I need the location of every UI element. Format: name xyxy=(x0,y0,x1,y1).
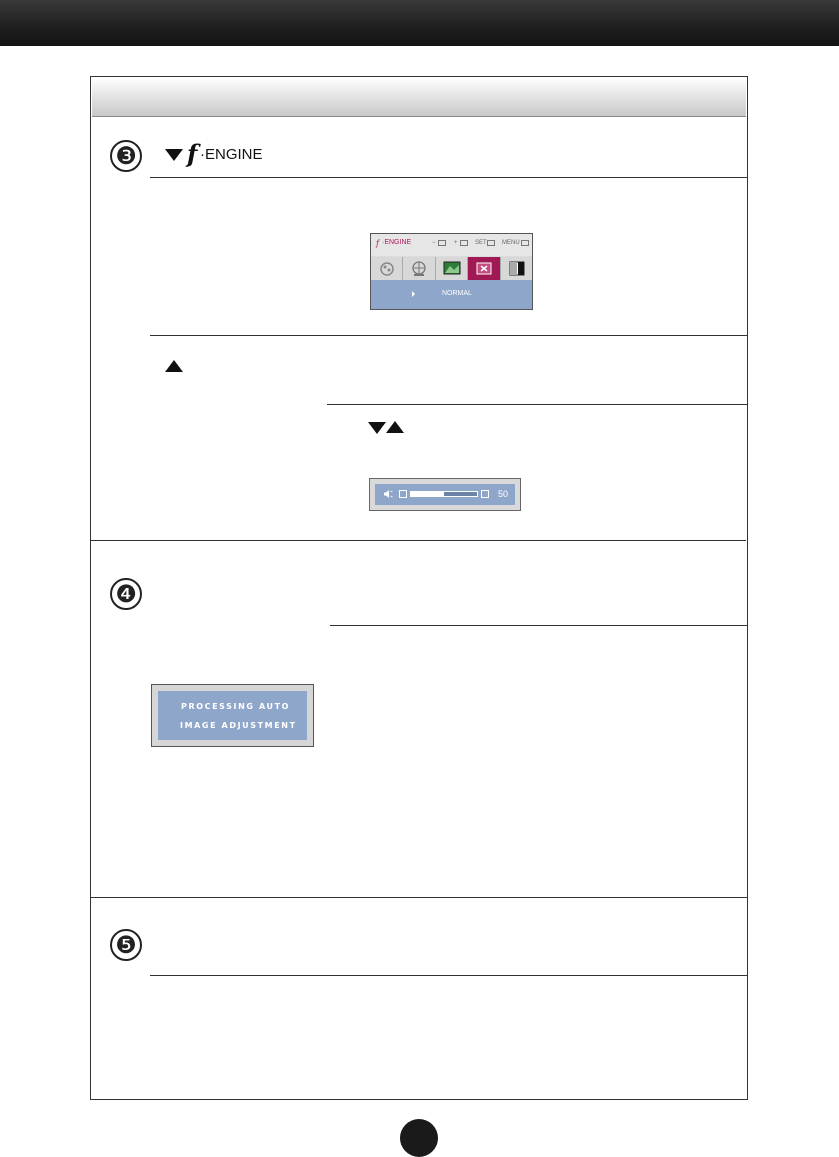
osd-menu-box-icon xyxy=(521,240,529,246)
osd-f-logo: f xyxy=(376,239,379,248)
top-header-bar xyxy=(0,0,839,46)
osd-mode-bar xyxy=(371,280,532,309)
volume-bar-panel xyxy=(375,484,515,505)
content-frame xyxy=(90,76,748,1100)
step-number-3: ❸ xyxy=(110,140,142,172)
divider xyxy=(150,177,748,178)
osd-plus-label: + xyxy=(454,240,458,246)
osd-set-label: SET xyxy=(475,240,487,246)
divider xyxy=(150,335,748,336)
normal-mode-icon-selected[interactable] xyxy=(468,257,500,280)
processing-auto-text: PROCESSING AUTO xyxy=(181,702,291,711)
auto-adjust-panel xyxy=(158,691,307,740)
f-engine-title: ·ENGINE xyxy=(200,146,263,163)
volume-slider[interactable] xyxy=(410,491,478,497)
volume-value: 50 xyxy=(498,489,509,499)
up-arrow-icon xyxy=(386,421,404,433)
osd-minus-label: − xyxy=(432,240,436,246)
internet-mode-icon[interactable] xyxy=(403,257,435,280)
osd-menu-label: MENU xyxy=(502,240,520,246)
osd-minus-box-icon xyxy=(438,240,446,246)
osd-plus-box-icon xyxy=(460,240,468,246)
osd-mode-label: NORMAL xyxy=(442,290,472,297)
down-arrow-icon xyxy=(368,422,386,434)
f-engine-logo: f xyxy=(187,139,198,168)
osd-set-box-icon xyxy=(487,240,495,246)
volume-plus-icon[interactable] xyxy=(481,490,489,498)
volume-slider-fill xyxy=(411,492,444,496)
play-arrow-icon xyxy=(412,291,415,297)
section-divider xyxy=(90,897,748,898)
step-number-5: ❺ xyxy=(110,929,142,961)
volume-osd xyxy=(369,478,521,511)
osd-engine-label: ·ENGINE xyxy=(382,239,412,246)
divider xyxy=(330,625,748,626)
volume-minus-icon[interactable] xyxy=(399,490,407,498)
user-mode-icon[interactable] xyxy=(501,257,532,280)
divider xyxy=(150,975,748,976)
down-arrow-icon xyxy=(165,149,183,161)
step-number-4: ❹ xyxy=(110,578,142,610)
photo-mode-icon[interactable] xyxy=(436,257,468,280)
image-adjustment-text: IMAGE ADJUSTMENT xyxy=(180,721,297,730)
section-divider xyxy=(90,540,746,541)
table-header-band xyxy=(92,78,746,117)
osd-mode-icons xyxy=(371,257,532,280)
speaker-icon xyxy=(384,490,393,498)
movie-mode-icon[interactable] xyxy=(371,257,403,280)
page-number-badge xyxy=(400,1119,438,1157)
divider xyxy=(327,404,748,405)
f-engine-osd-menu xyxy=(370,233,533,310)
osd-title-bar xyxy=(371,234,532,256)
up-arrow-icon xyxy=(165,360,183,372)
auto-adjust-osd xyxy=(151,684,314,747)
